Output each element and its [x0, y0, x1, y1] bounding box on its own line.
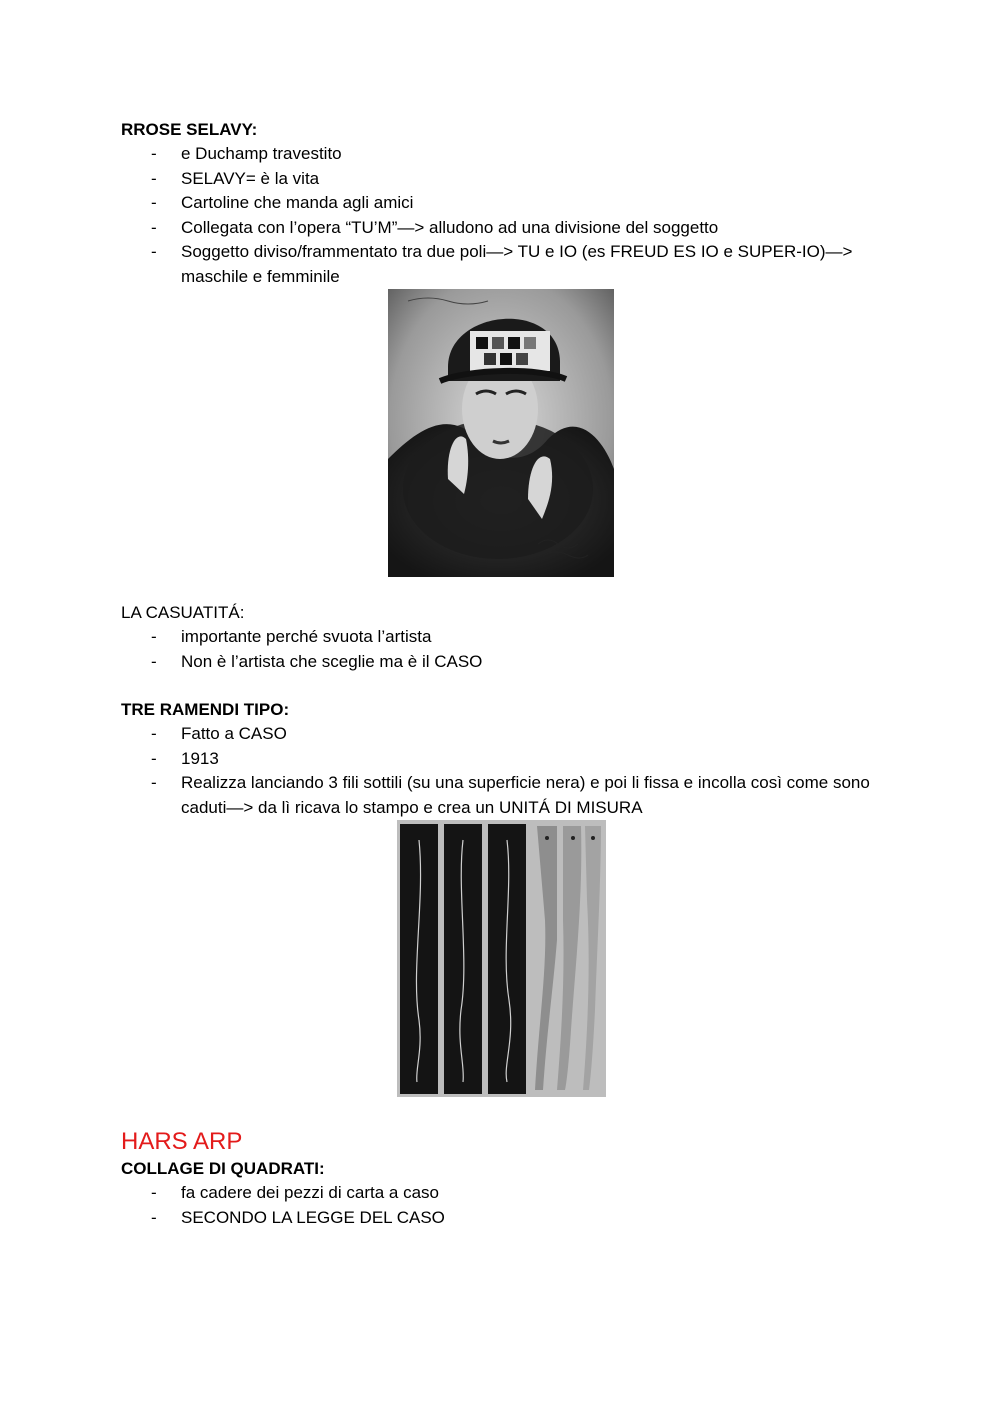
list-item: - Cartoline che manda agli amici	[121, 191, 881, 216]
spacer	[121, 577, 881, 601]
list-item: - importante perché svuota l’artista	[121, 625, 881, 650]
document-page	[121, 118, 881, 1230]
list-item: - fa cadere dei pezzi di carta a caso	[121, 1181, 881, 1206]
spacer	[121, 674, 881, 698]
section-heading-rrose-selavy: RROSE SELAVY:	[121, 120, 258, 139]
list-item: - SELAVY= è la vita	[121, 167, 881, 192]
list-item: - Collegata con l’opera “TU’M”—> alludono ad una divisione del soggetto	[121, 216, 881, 241]
list-item: - Fatto a CASO	[121, 722, 881, 747]
section-heading-collage: COLLAGE DI QUADRATI:	[121, 1159, 325, 1178]
list-item: - e Duchamp travestito	[121, 142, 881, 167]
bullet-list-collage	[121, 1181, 881, 1230]
section-heading-casualita: LA CASUATITÁ:	[121, 603, 245, 622]
section-title-hars-arp: HARS ARP	[121, 1128, 243, 1155]
spacer	[121, 1097, 881, 1127]
tre-rammendi-photo	[397, 820, 606, 1097]
bullet-list-casualita	[121, 625, 881, 674]
list-item: - SECONDO LA LEGGE DEL CASO	[121, 1206, 881, 1231]
list-item: - Realizza lanciando 3 fili sottili (su una superficie nera) e poi li fissa e incolla così come sono caduti—> da lì ricava lo stampo e crea un UNITÁ DI MISURA	[121, 771, 881, 820]
list-item: - Soggetto diviso/frammentato tra due poli—> TU e IO (es FREUD ES IO e SUPER-IO)—> maschile e femminile	[121, 240, 881, 289]
bullet-list-tre-rammendi	[121, 722, 881, 820]
section-heading-tre-rammendi: TRE RAMENDI TIPO:	[121, 700, 290, 719]
rrose-selavy-photo	[388, 289, 614, 577]
list-item: - Non è l’artista che sceglie ma è il CASO	[121, 650, 881, 675]
bullet-list-rrose	[121, 142, 881, 289]
list-item: - 1913	[121, 747, 881, 772]
